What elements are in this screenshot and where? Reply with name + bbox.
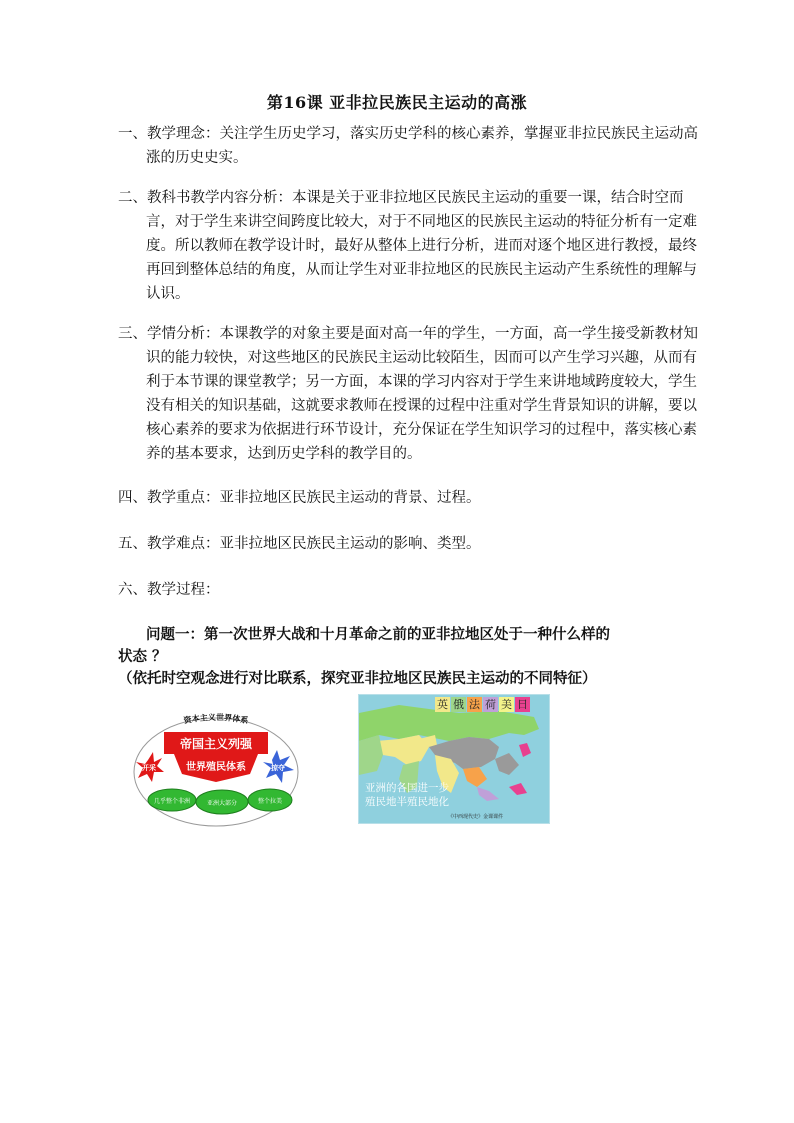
oval-africa-label: 几乎整个非洲 [153,798,191,805]
question-hint: （依托时空观念进行对比联系，探究亚非拉地区民族民主运动的不同特征） [118,670,597,687]
map-caption-line-1: 亚洲的各国进一步 [365,782,449,794]
diagram-banner: 帝国主义列强 [179,737,253,751]
legend-france: 法 [469,698,480,711]
legend-netherlands: 荷 [485,698,496,711]
diagram-right-star-label: 掠夺 [271,764,285,772]
legend-japan: 日 [517,698,528,711]
section-teaching-process: 六、教学过程： [118,582,220,598]
question-line-2: 状态 ？ [118,648,167,665]
oval-latin-america-label: 整个拉美 [257,798,283,805]
legend-usa: 美 [501,698,512,711]
asia-colonial-map [358,694,550,824]
map-background [358,694,550,824]
diagram-sub-banner: 世界殖民体系 [186,762,246,773]
map-source: 《中西现代史》金课课件 [447,814,503,820]
legend-britain: 英 [437,698,448,711]
section-key-points: 四、教学重点：亚非拉地区民族民主运动的背景、过程。 [118,490,481,506]
section-textbook-analysis: 二、教科书教学内容分析：本课是关于亚非拉地区民族民主运动的重要一课，结合时空而言，对于学生来讲空间跨度比较大，对于不同地区的民族民主运动的特征分析有一定难度。所以教师在教学设计时，最好从整体上进行分析，进而对逐个地区进行教授，最终再回到整体总结的角度，从而让学生对亚非拉地区的民族民主运动产生系统性的理解与认识。 [118,190,697,302]
oval-asia-label: 亚洲大部分 [206,800,238,807]
colonial-system-svg [132,710,300,828]
colonial-system-diagram [132,710,300,828]
diagram-left-star-label: 开采 [142,764,156,772]
section-difficulties: 五、教学难点：亚非拉地区民族民主运动的影响、类型。 [118,536,481,552]
map-legend [435,697,531,712]
section-learner-analysis: 三、学情分析：本课教学的对象主要是面对高一年的学生，一方面，高一学生接受新教材知识的能力较快，对这些地区的民族民主运动比较陌生，因而可以产生学习兴趣，从而有利于本节课的课堂教学；另一方面，本课的学习内容对于学生来讲地域跨度较大，学生没有相关的知识基础，这就要求教师在授课的过程中注重对学生背景知识的讲解，要以核心素养的要求为依据进行环节设计，充分保证在学生知识学习的过程中，落实核心素养的基本要求，达到历史学科的教学目的。 [118,326,698,462]
question-block [118,624,678,690]
diagram-top-label: 资本主义世界体系 [182,712,250,726]
map-caption [365,781,449,809]
legend-russia: 俄 [453,698,464,711]
map-caption-line-2: 殖民地半殖民地化 [365,796,449,808]
section-teaching-concept: 一、教学理念：关注学生历史学习，落实历史学科的核心素养，掌握亚非拉民族民主运动高涨的历史史实。 [118,126,698,166]
page-title: 第16课 亚非拉民族民主运动的高涨 [266,93,528,112]
question-line-1: 问题一：第一次世界大战和十月革命之前的亚非拉地区处于一种什么样的 [146,626,610,643]
